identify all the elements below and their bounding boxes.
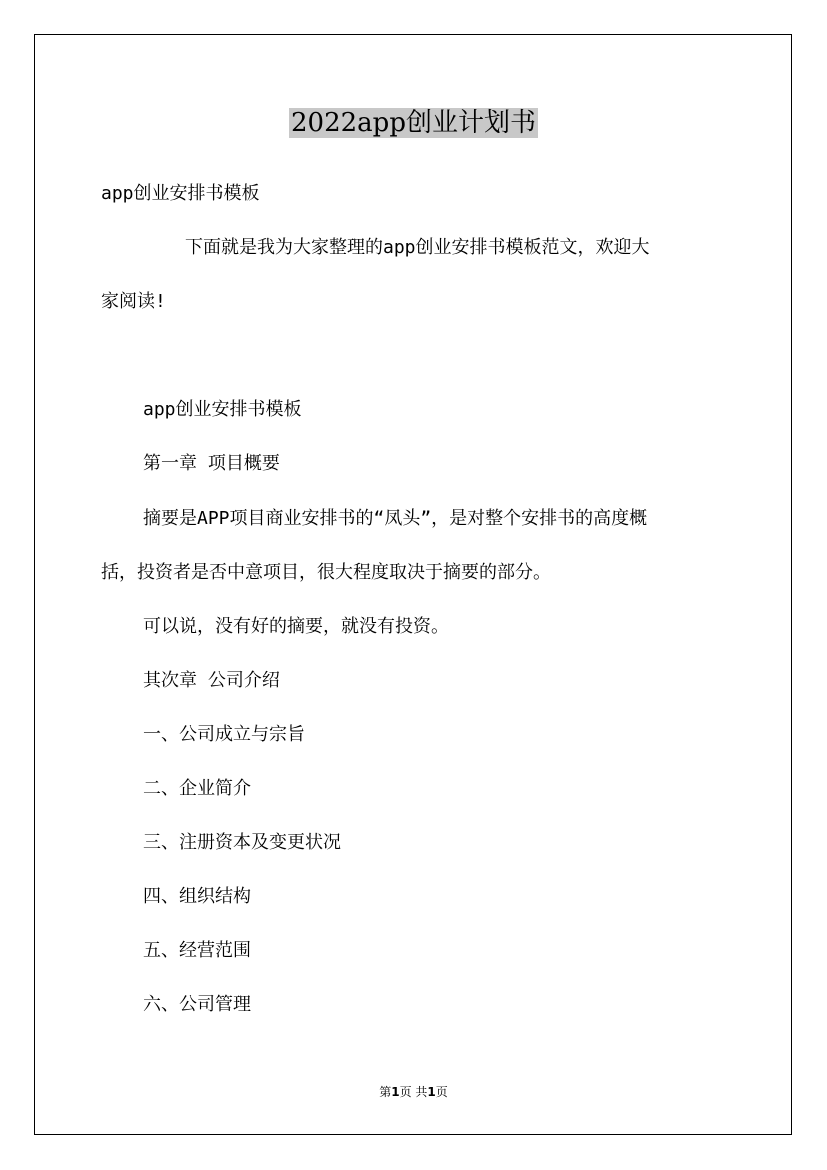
list-item-2: 二、企业简介 [143, 778, 251, 799]
subtitle: app创业安排书模板 [101, 183, 260, 204]
list-item-5: 五、经营范围 [143, 940, 251, 961]
list-item-4: 四、组织结构 [143, 886, 251, 907]
footer-page-prefix: 第 [379, 1085, 392, 1099]
list-item-6: 六、公司管理 [143, 994, 251, 1015]
paragraph-template-heading: app创业安排书模板 [143, 399, 302, 420]
page-footer [0, 1084, 827, 1100]
paragraph-chapter-1: 第一章 项目概要 [143, 453, 280, 474]
paragraph-no-summary: 可以说，没有好的摘要，就没有投资。 [143, 616, 449, 637]
list-item-3: 三、注册资本及变更状况 [143, 832, 341, 853]
footer-page-mid: 页 共 [399, 1085, 428, 1099]
list-item-1: 一、公司成立与宗旨 [143, 724, 305, 745]
intro-paragraph-line-2: 家阅读! [101, 291, 166, 312]
footer-page-suffix: 页 [435, 1085, 448, 1099]
paragraph-chapter-2: 其次章 公司介绍 [143, 670, 280, 691]
paragraph-summary-line-1: 摘要是APP项目商业安排书的“凤头”，是对整个安排书的高度概 [143, 508, 648, 529]
intro-paragraph-line-1: 下面就是我为大家整理的app创业安排书模板范文，欢迎大 [185, 237, 650, 258]
document-title [0, 103, 827, 143]
footer-page-number: 1 [391, 1085, 400, 1099]
document-title-text: 2022app创业计划书 [291, 108, 536, 138]
footer-page-total: 1 [427, 1085, 436, 1099]
paragraph-summary-line-2: 括，投资者是否中意项目，很大程度取决于摘要的部分。 [101, 562, 551, 583]
